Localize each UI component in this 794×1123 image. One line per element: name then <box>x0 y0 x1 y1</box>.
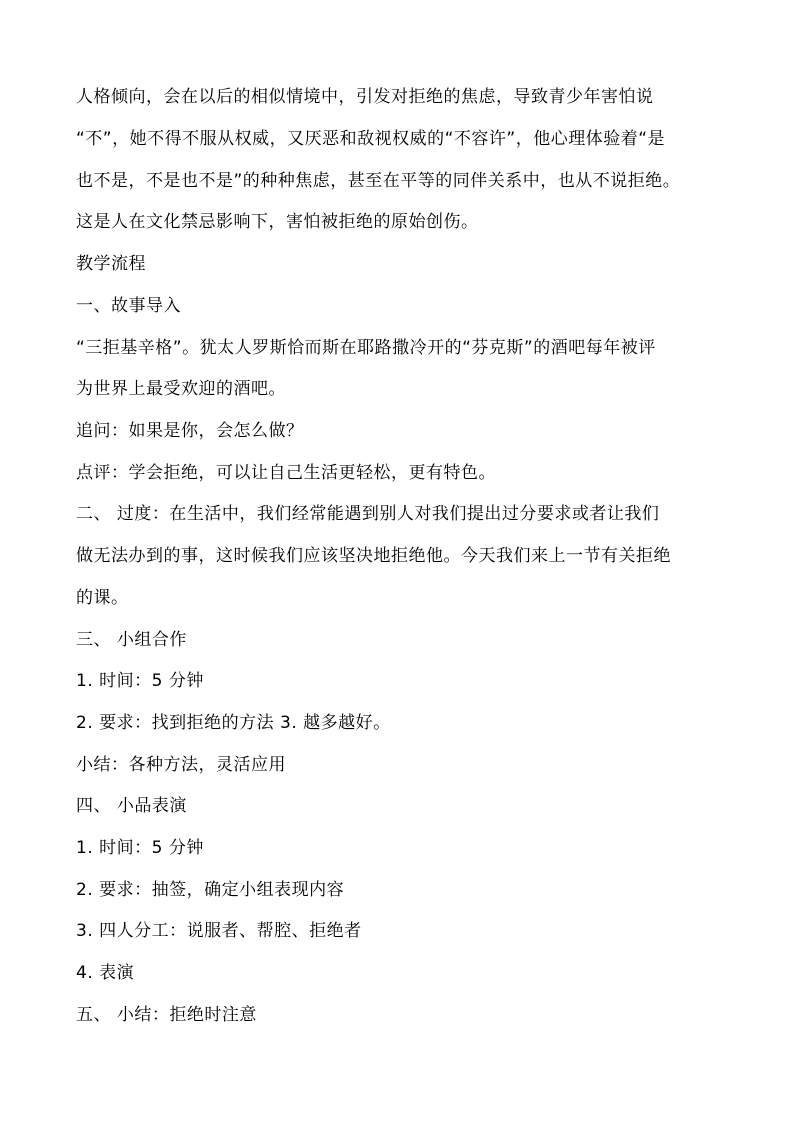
list-item: 2. 要求：找到拒绝的方法 3. 越多越好。 <box>76 713 391 733</box>
list-item: 1. 时间：5 分钟 <box>76 671 204 691</box>
section-heading: 三、 小组合作 <box>76 630 187 650</box>
paragraph-line: 人格倾向，会在以后的相似情境中，引发对拒绝的焦虑，导致青少年害怕说 <box>76 87 654 107</box>
section-heading: 四、 小品表演 <box>76 796 187 816</box>
paragraph-line: 也不是，不是也不是”的种种焦虑，甚至在平等的同伴关系中，也从不说拒绝。 <box>76 171 681 191</box>
list-item: 1. 时间：5 分钟 <box>76 838 204 858</box>
section-heading: 五、 小结：拒绝时注意 <box>76 1005 257 1025</box>
section-heading: 教学流程 <box>76 254 146 274</box>
paragraph-line: “不”，她不得不服从权威，又厌恶和敌视权威的“不容许”，他心理体验着“是 <box>76 129 666 149</box>
section-heading: 一、故事导入 <box>76 296 181 316</box>
paragraph-line: 为世界上最受欢迎的酒吧。 <box>76 379 286 399</box>
paragraph-line: 小结：各种方法，灵活应用 <box>76 755 286 775</box>
paragraph-line: 做无法办到的事，这时候我们应该坚决地拒绝他。今天我们来上一节有关拒绝 <box>76 546 671 566</box>
paragraph-line: 点评：学会拒绝，可以让自己生活更轻松，更有特色。 <box>76 463 496 483</box>
list-item: 4. 表演 <box>76 963 135 983</box>
paragraph-line: 的课。 <box>76 588 129 608</box>
paragraph-line: 这是人在文化禁忌影响下，害怕被拒绝的原始创伤。 <box>76 212 479 232</box>
paragraph-line: 追问：如果是你，会怎么做？ <box>76 421 304 441</box>
paragraph-line: “三拒基辛格”。犹太人罗斯恰而斯在耶路撒冷开的“芬克斯”的酒吧每年被评 <box>76 338 656 358</box>
list-item: 3. 四人分工：说服者、帮腔、拒绝者 <box>76 921 362 941</box>
paragraph-line: 二、 过度：在生活中，我们经常能遇到别人对我们提出过分要求或者让我们 <box>76 504 660 524</box>
list-item: 2. 要求：抽签，确定小组表现内容 <box>76 880 345 900</box>
